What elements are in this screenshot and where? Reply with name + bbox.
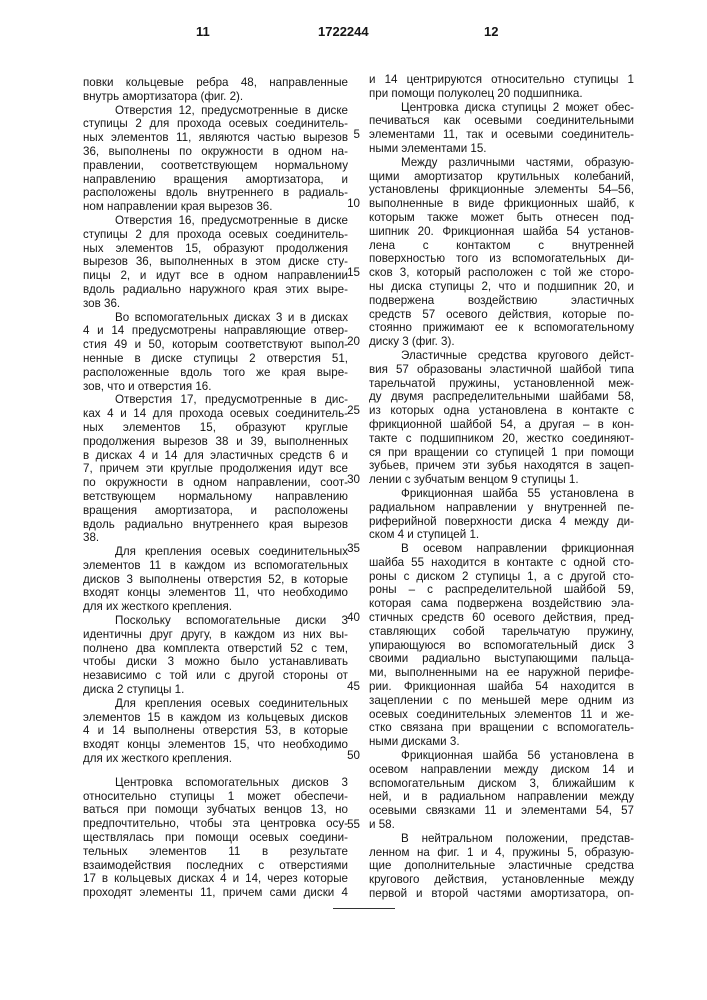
paragraph [83,776,348,900]
text-line: Фрикционная шайба 56 установлена в [369,749,634,763]
text-line: подвержена воздействию эластичных [369,294,634,308]
text-line: независимо с той или с другой стороны от [83,669,348,683]
text-line: Отверстия 17, предусмотренные в дис- [83,393,348,407]
text-line: роны с диском 2 ступицы 1, а с другой сто- [369,570,634,584]
text-line: Поскольку вспомогательные диски 3 [83,614,348,628]
text-line: внутрь амортизатора (фиг. 2). [83,90,348,104]
line-number: 50 [347,749,360,763]
text-line: ду двумя распределительными шайбами 58, [369,390,634,404]
text-line: при помощи полуколец 20 подшипника. [369,87,634,101]
text-line: которым также может быть отнесен под- [369,211,634,225]
text-line: которая сама подвержена воздействию эла- [369,597,634,611]
text-line: шайба 55 находится в контакте с одной сто- [369,556,634,570]
paragraph [83,214,348,311]
text-line: зубьев, причем эти зубья находятся в зацеп- [369,459,634,473]
paragraph [83,614,348,697]
text-line: направлению вращения амортизатора, и [83,173,348,187]
text-line: 36, выполнены по окружности в одном на- [83,145,348,159]
text-line: ступицы 2 для прохода осевых соединитель- [83,228,348,242]
text-line: шипник 20. Фрикционная шайба 54 установ- [369,225,634,239]
text-line: Эластичные средства кругового дейст- [369,349,634,363]
text-line: по окружности в одном направлении, соот- [83,476,348,490]
paragraph [369,542,634,749]
text-line: 17 в кольцевых дисках 4 и 14, через которые [83,872,348,886]
text-line: печиваться как осевыми соединительными [369,114,634,128]
text-line: элементов 11 в каждом из вспомогательных [83,559,348,573]
line-number: 15 [347,266,360,280]
text-line: осевом направлении между диском 14 и [369,763,634,777]
text-line: средств 57 осевого действия, которые по- [369,308,634,322]
text-line: относительно ступицы 1 может обеспечи- [83,790,348,804]
paragraph [369,73,634,101]
right-page-number: 12 [484,24,498,39]
text-line: входят концы элементов 11, что необходимо [83,586,348,600]
text-line: Между различными частями, образую- [369,156,634,170]
text-line: вспомогательным диском 3, ближайшим к [369,777,634,791]
text-line: Центровка диска ступицы 2 может обес- [369,101,634,115]
text-line: ках 4 и 14 для прохода осевых соединитель- [83,407,348,421]
line-number: 55 [347,818,360,832]
text-line: Фрикционная шайба 55 установлена в [369,487,634,501]
text-line: пицы 2, и идут все в одном направлении [83,269,348,283]
text-line: 38. [83,531,348,545]
text-line: 7, причем эти круглые продолжения идут все [83,462,348,476]
text-line: сков 3, который расположен с той же сторо- [369,266,634,280]
right-text-column [369,73,634,901]
text-line: 4 и 14 выполнены отверстия 53, в которые [83,724,348,738]
text-line: ском 4 и ступицей 1. [369,528,634,542]
text-line: и 14 центрируются относительно ступицы 1 [369,73,634,87]
text-line: Для крепления осевых соединительных [83,545,348,559]
text-line: радиальном направлении у внутренней пе- [369,501,634,515]
text-line: поверхностью того из вспомогательных ди- [369,252,634,266]
text-line: Для крепления осевых соединительных [83,697,348,711]
text-line: осевыми связками 11 и элементами 54, 57 [369,804,634,818]
paragraph [369,349,634,487]
line-number: 45 [347,680,360,694]
text-line: ных элементов 15, образуют круглые [83,421,348,435]
text-line: дисков 3 выполнены отверстия 52, в которые [83,573,348,587]
text-line: стия 49 и 50, которым соответствуют выпол- [83,338,348,352]
text-line: щие дополнительные эластичные средства [369,859,634,873]
text-line: 4 и 14 предусмотрены направляющие отвер- [83,324,348,338]
text-line: такте с подшипником 20, жестко соединяют- [369,432,634,446]
text-line: тельных элементов 11 в результате [83,845,348,859]
text-line: расположенные вдоль того же края выре- [83,366,348,380]
text-line: В нейтральном положении, представ- [369,832,634,846]
paragraph [83,311,348,394]
text-line: полнено два комплекта отверстий 52 с тем, [83,642,348,656]
line-number: 25 [347,404,360,418]
line-number: 30 [347,473,360,487]
text-line: В осевом направлении фрикционная [369,542,634,556]
text-line: ваться при помощи зубчатых венцов 13, но [83,803,348,817]
text-line: расположены вдоль внутреннего в радиаль- [83,186,348,200]
paragraph [369,156,634,349]
text-line: зов 36. [83,297,348,311]
text-line: проходят элементы 11, причем сами диски 4 [83,886,348,900]
line-number: 40 [347,611,360,625]
text-line: тарельчатой пружины, установленной меж- [369,377,634,391]
paragraph [83,76,348,104]
text-line: вия 57 образованы эластичной шайбой типа [369,363,634,377]
text-line: осевых соединительных элементов 11 и же- [369,708,634,722]
text-line: зацеплении с по меньшей мере одним из [369,694,634,708]
text-line: риферийной поверхности диска 4 между ди- [369,515,634,529]
text-line: ней, и в радиальном направлении между [369,790,634,804]
paragraph [83,393,348,545]
text-line: ществлялась при помощи осевых соедини- [83,831,348,845]
text-line: установлены фрикционные элементы 54–56, [369,183,634,197]
text-line: ми, выполненными на ее наружной перифе- [369,666,634,680]
text-line: лении с зубчатым венцом 9 ступицы 1. [369,473,634,487]
paragraph [369,832,634,901]
text-line: рии. Фрикционная шайба 54 находится в [369,680,634,694]
paragraph [83,104,348,214]
text-line: ветствующем нормальному направлению [83,490,348,504]
text-line: из которых одна установлена в контакте с [369,404,634,418]
text-line: фрикционной шайбой 54, а другая – в кон- [369,418,634,432]
text-line: и 58. [369,818,634,832]
line-number: 35 [347,542,360,556]
text-line: первой и второй частями амортизатора, оп- [369,887,634,901]
text-line: ном направлении края вырезов 36. [83,200,348,214]
paragraph [83,697,348,766]
text-line: ными элементами 15. [369,142,634,156]
text-line: ся при вращении со ступицей 1 при помощи [369,446,634,460]
text-line: вдоль радиально внутреннего края вырезов [83,518,348,532]
text-line: кругового действия, установленные между [369,873,634,887]
text-line: Центровка вспомогательных дисков 3 [83,776,348,790]
left-page-number: 11 [196,24,210,39]
text-line: ставляющих собой тарельчатую пружину, [369,625,634,639]
text-line: роны – с распределительной шайбой 59, [369,583,634,597]
text-line: взаимодействия последних с отверстиями [83,859,348,873]
text-line: вращения амортизатора, и расположены [83,504,348,518]
text-line: Отверстия 12, предусмотренные в диске [83,104,348,118]
text-line: своими радиально выступающими пальца- [369,652,634,666]
text-line: вырезов 36, выполненных в этом диске сту- [83,255,348,269]
line-number: 20 [347,335,360,349]
text-line: стко связана при вращении с вспомогатель- [369,721,634,735]
paragraph [83,545,348,614]
text-line: диску 3 (фиг. 3). [369,335,634,349]
text-line: в дисках 4 и 14 для эластичных средств 6 и [83,449,348,463]
line-number: 10 [347,197,360,211]
text-line: для их жесткого крепления. [83,752,348,766]
paragraph [369,487,634,542]
text-line: идентичны друг другу, в каждом из них вы- [83,628,348,642]
text-line: ны диска ступицы 2, что и подшипник 20, и [369,280,634,294]
text-line: ступицы 2 для прохода осевых соединитель- [83,117,348,131]
text-line: элементов 15 в каждом из кольцевых дисков [83,711,348,725]
text-line: для их жесткого крепления. [83,600,348,614]
paragraph [369,749,634,832]
text-line: выполненные в виде фрикционных шайб, к [369,197,634,211]
text-line: зов, что и отверстия 16. [83,380,348,394]
text-line: стоянно прижимают ее к вспомогательному [369,321,634,335]
line-number: 5 [354,128,360,142]
left-text-column [83,76,348,900]
end-rule [333,908,395,909]
paragraph [369,101,634,156]
text-line: Во вспомогательных дисках 3 и в дисках [83,311,348,325]
text-line: диска 2 ступицы 1. [83,683,348,697]
text-line: ненные в диске ступицы 2 отверстия 51, [83,352,348,366]
text-line: ными дисками 3. [369,735,634,749]
text-line: продолжения вырезов 38 и 39, выполненных [83,435,348,449]
text-line: ных элементов 15, образуют продолжения [83,242,348,256]
text-line: предпочтительно, чтобы эта центровка осу- [83,817,348,831]
text-line: щими амортизатор крутильных колебаний, [369,170,634,184]
text-line: лена с контактом с внутренней [369,239,634,253]
text-line: ленном на фиг. 1 и 4, пружины 5, образую- [369,846,634,860]
text-line: правлении, соответствующем нормальному [83,159,348,173]
text-line: Отверстия 16, предусмотренные в диске [83,214,348,228]
text-line: элементами 11, так и осевыми соединитель- [369,128,634,142]
text-line: упирающуюся во вспомогательный диск 3 [369,639,634,653]
text-line: вдоль радиально наружного края этих выре- [83,283,348,297]
text-line: ных элементов 11, являются частью вырезов [83,131,348,145]
patent-number: 1722244 [318,24,369,39]
text-line: стичных средств 60 осевого действия, пред- [369,611,634,625]
text-line: чтобы диски 3 можно было устанавливать [83,655,348,669]
text-line: повки кольцевые ребра 48, направленные [83,76,348,90]
text-line: входят концы элементов 15, что необходимо [83,738,348,752]
